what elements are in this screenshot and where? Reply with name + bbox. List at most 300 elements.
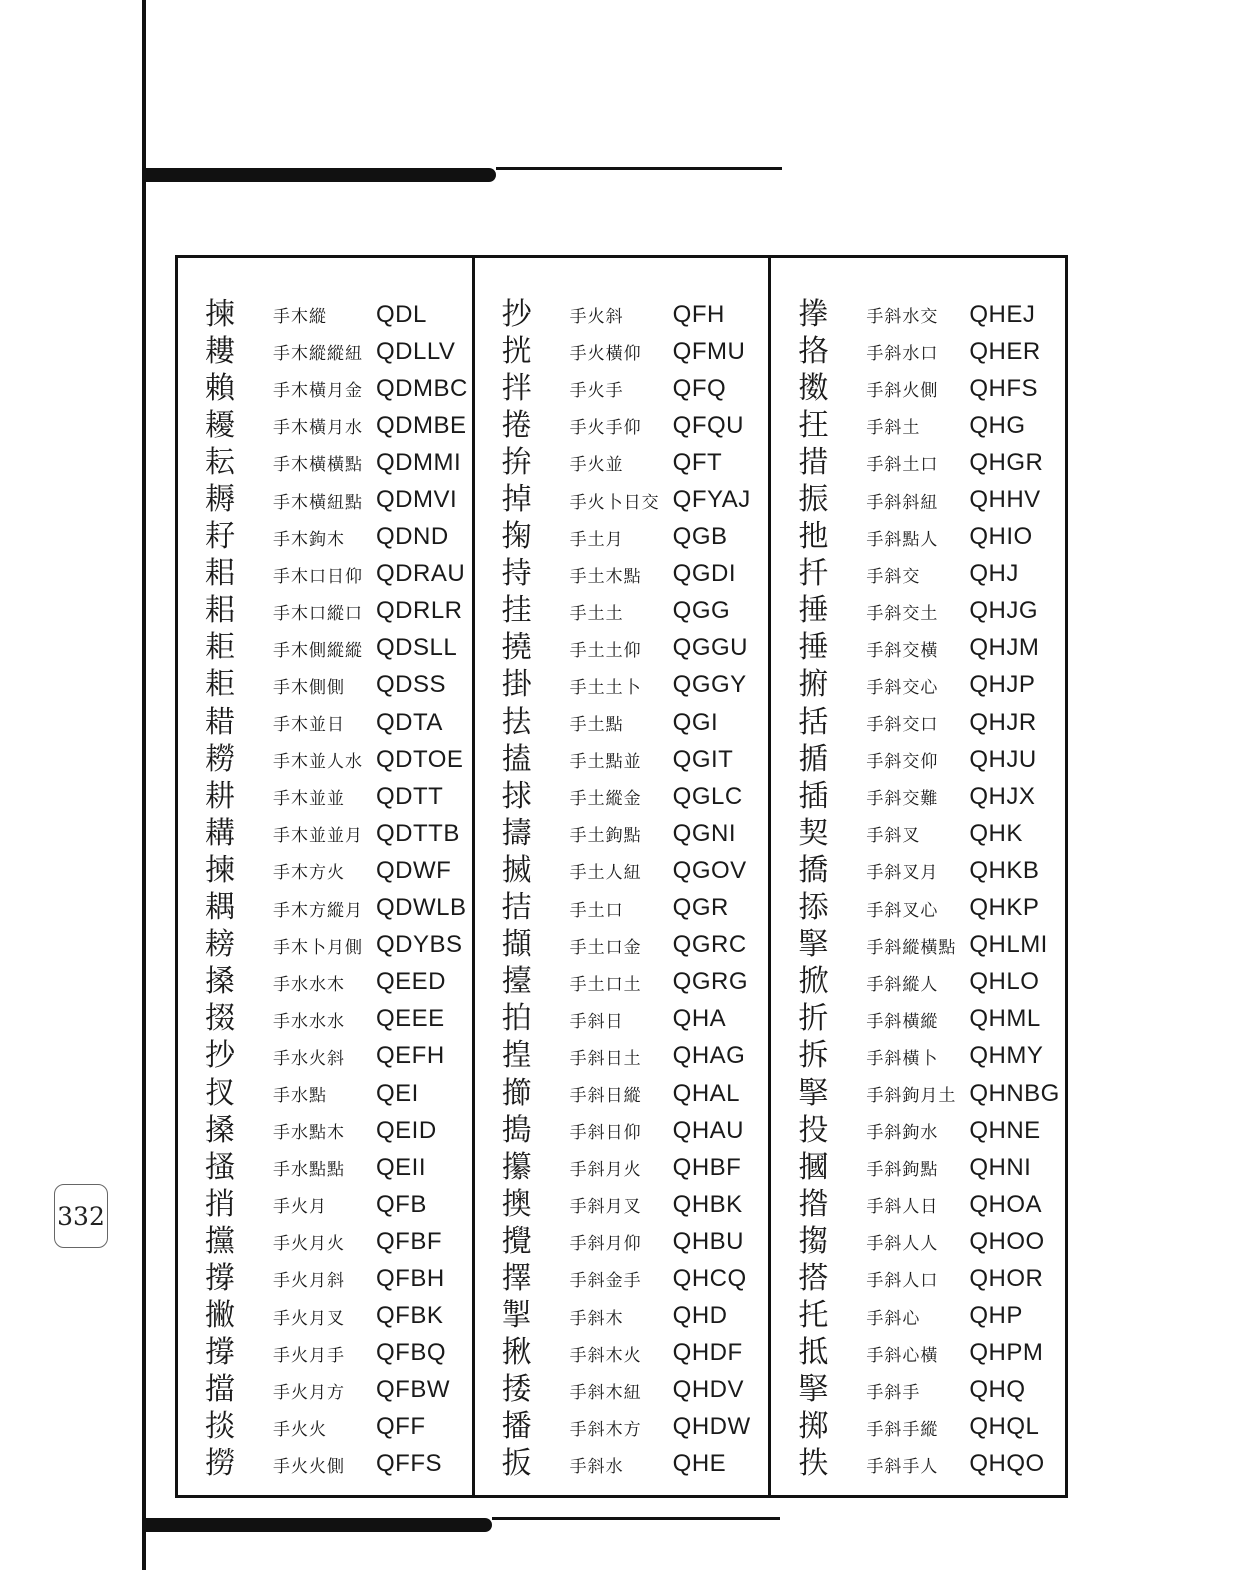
input-code: QHBK	[672, 1190, 743, 1218]
character-glyph: 揗	[798, 741, 829, 777]
table-row	[475, 852, 769, 889]
input-code: QHQO	[969, 1450, 1045, 1478]
table-row	[178, 1335, 472, 1372]
character-glyph: 搊	[798, 1223, 829, 1259]
input-code: QGR	[672, 894, 729, 922]
character-glyph: 攩	[205, 1223, 235, 1259]
character-glyph: 扡	[798, 519, 829, 555]
input-code: QHK	[969, 819, 1023, 847]
component-sequence: 手斜交	[866, 566, 921, 587]
table-row	[475, 778, 769, 815]
character-glyph: 投	[798, 1112, 829, 1148]
component-sequence: 手水水木	[273, 974, 345, 995]
character-glyph: 耬	[205, 333, 235, 369]
table-row	[178, 1260, 472, 1297]
input-code: QHOA	[969, 1190, 1043, 1218]
input-code: QEII	[376, 1153, 427, 1181]
character-glyph: 擙	[501, 1186, 532, 1222]
character-glyph: 掔	[798, 927, 829, 963]
input-code: QFQU	[672, 411, 744, 439]
input-code: QHDW	[672, 1413, 751, 1441]
character-glyph: 耦	[205, 890, 235, 926]
input-code: QDMBE	[376, 411, 467, 439]
input-code: QGRC	[672, 931, 747, 959]
table-row	[178, 1186, 472, 1223]
table-row	[475, 481, 769, 518]
component-sequence: 手火月方	[273, 1382, 345, 1403]
input-code: QHJP	[969, 671, 1036, 699]
page-number: 332	[54, 1184, 108, 1248]
character-glyph: 耜	[205, 556, 235, 592]
character-glyph: 耟	[205, 667, 235, 703]
component-sequence: 手斜木火	[569, 1345, 642, 1366]
component-sequence: 手木並並月	[273, 826, 363, 847]
table-column-1	[178, 258, 472, 1495]
table-row	[771, 1409, 1065, 1446]
component-sequence: 手水點點	[273, 1160, 345, 1181]
input-code: QEEE	[376, 1005, 445, 1033]
input-code: QDMMI	[376, 448, 462, 476]
component-sequence: 手木橫紐點	[273, 492, 363, 513]
component-sequence: 手斜點人	[866, 529, 939, 550]
component-sequence: 手土鉤點	[569, 826, 642, 847]
input-code: QFBH	[376, 1264, 445, 1292]
input-code: QHDF	[672, 1339, 743, 1367]
table-row	[771, 444, 1065, 481]
table-row	[475, 890, 769, 927]
character-glyph: 掀	[798, 964, 829, 1000]
character-glyph: 捼	[501, 1372, 532, 1408]
character-glyph: 搼	[798, 296, 829, 332]
component-sequence: 手斜縱人	[866, 974, 939, 995]
component-sequence: 手木側側	[273, 677, 345, 698]
character-glyph: 拍	[501, 1001, 532, 1037]
character-glyph: 挄	[501, 333, 532, 369]
component-sequence: 手木橫橫點	[273, 455, 363, 476]
input-code: QHIO	[969, 523, 1033, 551]
component-sequence: 手斜心	[866, 1308, 921, 1329]
table-row	[771, 1038, 1065, 1075]
character-glyph: 攥	[501, 1149, 532, 1185]
character-glyph: 拚	[501, 444, 532, 480]
input-code: QHKP	[969, 894, 1040, 922]
component-sequence: 手木縱縱紐	[273, 344, 363, 365]
input-code: QHNI	[969, 1153, 1032, 1181]
table-row	[475, 333, 769, 370]
table-row	[771, 481, 1065, 518]
input-code: QHQ	[969, 1376, 1026, 1404]
table-row	[475, 704, 769, 741]
component-sequence: 手斜手人	[866, 1456, 939, 1477]
input-code: QDWF	[376, 856, 452, 884]
table-row	[475, 1001, 769, 1038]
input-code: QHMY	[969, 1042, 1044, 1070]
component-sequence: 手斜土	[866, 418, 921, 439]
input-code: QFFS	[376, 1450, 442, 1478]
component-sequence: 手斜交心	[866, 677, 939, 698]
character-glyph: 擇	[501, 1260, 532, 1296]
component-sequence: 手土點並	[569, 752, 642, 773]
input-code: QFT	[672, 448, 723, 476]
component-sequence: 手斜木紐	[569, 1382, 642, 1403]
character-glyph: 賴	[205, 370, 235, 406]
input-code: QHA	[672, 1005, 727, 1033]
table-row	[475, 1446, 769, 1483]
component-sequence: 手斜日土	[569, 1048, 642, 1069]
character-glyph: 撓	[501, 630, 532, 666]
component-sequence: 手斜月火	[569, 1160, 642, 1181]
input-code: QHBF	[672, 1153, 742, 1181]
input-code: QGNI	[672, 819, 737, 847]
component-sequence: 手木橫月水	[273, 418, 363, 439]
character-glyph: 耩	[205, 815, 235, 851]
character-glyph: 耔	[205, 519, 235, 555]
component-sequence: 手斜叉月	[866, 863, 939, 884]
table-row	[771, 778, 1065, 815]
table-row	[178, 630, 472, 667]
character-glyph: 掛	[501, 667, 532, 703]
input-code: QFMU	[672, 337, 746, 365]
component-sequence: 手木口縱口	[273, 603, 363, 624]
component-sequence: 手斜橫卜	[866, 1048, 939, 1069]
component-sequence: 手斜手縱	[866, 1419, 939, 1440]
table-row	[475, 1186, 769, 1223]
table-row	[475, 444, 769, 481]
character-glyph: 抂	[798, 407, 829, 443]
character-glyph: 抵	[798, 1335, 829, 1371]
component-sequence: 手火橫仰	[569, 344, 642, 365]
character-glyph: 扠	[205, 1075, 235, 1111]
component-sequence: 手斜鉤水	[866, 1123, 939, 1144]
character-glyph: 拆	[798, 1038, 829, 1074]
character-glyph: 撈	[205, 1446, 235, 1482]
table-row	[475, 1149, 769, 1186]
component-sequence: 手斜橫縱	[866, 1011, 939, 1032]
character-glyph: 耮	[205, 741, 235, 777]
input-code: QGIT	[672, 745, 734, 773]
table-row	[475, 1335, 769, 1372]
character-glyph: 撐	[205, 1260, 235, 1296]
character-glyph: 擳	[501, 1075, 532, 1111]
input-code: QDMBC	[376, 374, 468, 402]
table-row	[178, 778, 472, 815]
component-sequence: 手火卜日交	[569, 492, 660, 513]
table-row	[771, 890, 1065, 927]
character-glyph: 掬	[501, 519, 532, 555]
character-glyph: 契	[798, 815, 829, 851]
character-glyph: 扳	[501, 1446, 532, 1482]
component-sequence: 手土口	[569, 900, 624, 921]
input-code: QFBQ	[376, 1339, 447, 1367]
input-code: QGB	[672, 523, 728, 551]
component-sequence: 手斜水口	[866, 344, 939, 365]
input-code: QDRLR	[376, 597, 463, 625]
input-code: QHJ	[969, 560, 1019, 588]
component-sequence: 手斜火側	[866, 381, 939, 402]
character-glyph: 挌	[798, 333, 829, 369]
input-code: QHML	[969, 1005, 1041, 1033]
component-sequence: 手水點木	[273, 1123, 345, 1144]
input-code: QHE	[672, 1450, 727, 1478]
input-code: QHJU	[969, 745, 1037, 773]
table-row	[771, 1335, 1065, 1372]
character-glyph: 捄	[501, 778, 532, 814]
table-row	[475, 1298, 769, 1335]
table-row	[475, 667, 769, 704]
input-code: QHPM	[969, 1339, 1044, 1367]
component-sequence: 手火火	[273, 1419, 327, 1440]
component-sequence: 手火手	[569, 381, 624, 402]
table-row	[771, 1149, 1065, 1186]
table-row	[475, 1409, 769, 1446]
table-row	[178, 296, 472, 333]
input-code: QHLMI	[969, 931, 1048, 959]
character-glyph: 捲	[501, 407, 532, 443]
table-row	[771, 630, 1065, 667]
input-code: QHOO	[969, 1227, 1045, 1255]
table-row	[178, 964, 472, 1001]
input-code: QGOV	[672, 856, 747, 884]
input-code: QDTA	[376, 708, 443, 736]
input-code: QHJR	[969, 708, 1037, 736]
table-row	[178, 1112, 472, 1149]
input-code: QDND	[376, 523, 449, 551]
character-glyph: 抶	[798, 1446, 829, 1482]
table-row	[178, 1446, 472, 1483]
component-sequence: 手土人紐	[569, 863, 642, 884]
character-glyph: 抄	[205, 1038, 235, 1074]
table-row	[475, 1372, 769, 1409]
component-sequence: 手斜日縱	[569, 1086, 642, 1107]
character-glyph: 掉	[501, 482, 532, 518]
input-code: QDTTB	[376, 819, 460, 847]
component-sequence: 手木並並	[273, 789, 345, 810]
character-glyph: 搔	[205, 1149, 235, 1185]
character-glyph: 擞	[798, 370, 829, 406]
input-code: QHDV	[672, 1376, 745, 1404]
table-row	[771, 296, 1065, 333]
input-code: QGRG	[672, 968, 749, 996]
character-glyph: 掔	[798, 1372, 829, 1408]
character-glyph: 耘	[205, 444, 235, 480]
component-sequence: 手水火斜	[273, 1048, 345, 1069]
input-code: QDTT	[376, 782, 444, 810]
input-code: QHGR	[969, 448, 1044, 476]
header-rule-thin	[496, 167, 782, 170]
component-sequence: 手木橫月金	[273, 381, 363, 402]
character-glyph: 搕	[501, 741, 532, 777]
character-glyph: 搡	[205, 1112, 235, 1148]
input-code: QHP	[969, 1302, 1023, 1330]
input-code: QHOR	[969, 1264, 1044, 1292]
component-sequence: 手斜木方	[569, 1419, 642, 1440]
table-row	[771, 741, 1065, 778]
input-code: QHAG	[672, 1042, 746, 1070]
table-row	[475, 407, 769, 444]
character-glyph: 括	[798, 704, 829, 740]
table-row	[475, 593, 769, 630]
component-sequence: 手斜人人	[866, 1234, 939, 1255]
character-glyph: 措	[798, 444, 829, 480]
table-row	[178, 1298, 472, 1335]
input-code: QHNBG	[969, 1079, 1060, 1107]
input-code: QHD	[672, 1302, 728, 1330]
character-glyph: 擷	[501, 927, 532, 963]
component-sequence: 手火斜	[569, 307, 624, 328]
character-glyph: 揀	[205, 852, 235, 888]
input-code: QHAU	[672, 1116, 745, 1144]
table-row	[178, 1001, 472, 1038]
input-code: QEFH	[376, 1042, 445, 1070]
component-sequence: 手斜縱橫點	[866, 937, 957, 958]
character-glyph: 拌	[501, 370, 532, 406]
component-sequence: 手木縱	[273, 307, 327, 328]
table-row	[178, 890, 472, 927]
input-code: QDMVI	[376, 486, 458, 514]
component-sequence: 手斜叉	[866, 826, 921, 847]
component-sequence: 手斜水	[569, 1456, 624, 1477]
table-row	[178, 593, 472, 630]
input-code: QHAL	[672, 1079, 741, 1107]
table-row	[178, 333, 472, 370]
table-row	[771, 1260, 1065, 1297]
input-code: QEED	[376, 968, 447, 996]
header-rule-thick	[146, 168, 496, 182]
component-sequence: 手火月叉	[273, 1308, 345, 1329]
input-code: QDTOE	[376, 745, 464, 773]
character-glyph: 抾	[501, 704, 532, 740]
character-glyph: 耕	[205, 778, 235, 814]
table-row	[178, 1038, 472, 1075]
table-row	[475, 370, 769, 407]
component-sequence: 手水點	[273, 1086, 327, 1107]
component-sequence: 手木並人水	[273, 752, 363, 773]
character-glyph: 搗	[501, 1112, 532, 1148]
character-glyph: 掣	[501, 1298, 532, 1334]
footer-rule-thin	[492, 1517, 780, 1520]
table-row	[178, 1372, 472, 1409]
component-sequence: 手斜日仰	[569, 1123, 642, 1144]
character-glyph: 插	[798, 778, 829, 814]
input-code: QHKB	[969, 856, 1040, 884]
table-row	[771, 593, 1065, 630]
character-glyph: 掔	[798, 1075, 829, 1111]
table-column-3	[768, 258, 1065, 1495]
component-sequence: 手斜土口	[866, 455, 939, 476]
table-row	[475, 556, 769, 593]
component-sequence: 手斜交難	[866, 789, 939, 810]
input-code: QFYAJ	[672, 486, 751, 514]
input-code: QFBW	[376, 1376, 450, 1404]
input-code: QFQ	[672, 374, 727, 402]
character-glyph: 摑	[798, 1149, 829, 1185]
component-sequence: 手斜月仰	[569, 1234, 642, 1255]
character-glyph: 揀	[205, 296, 235, 332]
code-table	[175, 255, 1068, 1498]
table-row	[475, 1112, 769, 1149]
table-row	[475, 1038, 769, 1075]
table-row	[475, 519, 769, 556]
character-glyph: 撇	[205, 1298, 235, 1334]
table-row	[178, 1409, 472, 1446]
component-sequence: 手木鉤木	[273, 529, 345, 550]
table-row	[475, 1260, 769, 1297]
character-glyph: 揪	[501, 1335, 532, 1371]
component-sequence: 手斜交土	[866, 603, 939, 624]
character-glyph: 擡	[501, 964, 532, 1000]
input-code: QGGU	[672, 634, 749, 662]
character-glyph: 耰	[205, 407, 235, 443]
component-sequence: 手斜斜紐	[866, 492, 939, 513]
character-glyph: 搡	[205, 964, 235, 1000]
input-code: QHER	[969, 337, 1041, 365]
input-code: QDSS	[376, 671, 447, 699]
left-margin-rule	[142, 0, 146, 1570]
component-sequence: 手斜水交	[866, 307, 939, 328]
table-row	[771, 1112, 1065, 1149]
input-code: QFB	[376, 1190, 427, 1218]
component-sequence: 手木側縱縱	[273, 640, 363, 661]
table-row	[771, 1186, 1065, 1223]
table-row	[771, 519, 1065, 556]
component-sequence: 手斜人口	[866, 1271, 939, 1292]
component-sequence: 手斜木	[569, 1308, 624, 1329]
character-glyph: 撟	[798, 852, 829, 888]
component-sequence: 手土木點	[569, 566, 642, 587]
table-row	[178, 1149, 472, 1186]
character-glyph: 捶	[798, 630, 829, 666]
table-row	[475, 1223, 769, 1260]
table-row	[771, 407, 1065, 444]
character-glyph: 耤	[205, 704, 235, 740]
character-glyph: 捬	[798, 667, 829, 703]
character-glyph: 擋	[205, 1372, 235, 1408]
table-row	[178, 704, 472, 741]
table-row	[771, 667, 1065, 704]
component-sequence: 手土土	[569, 603, 624, 624]
component-sequence: 手木方縱月	[273, 900, 363, 921]
character-glyph: 抄	[501, 296, 532, 332]
table-row	[771, 852, 1065, 889]
table-row	[771, 556, 1065, 593]
table-row	[475, 815, 769, 852]
table-row	[178, 370, 472, 407]
component-sequence: 手斜鉤點	[866, 1160, 939, 1181]
input-code: QFBF	[376, 1227, 442, 1255]
character-glyph: 耜	[205, 593, 235, 629]
input-code: QHQL	[969, 1413, 1040, 1441]
component-sequence: 手火月斜	[273, 1271, 345, 1292]
input-code: QDRAU	[376, 560, 466, 588]
table-row	[475, 630, 769, 667]
input-code: QDL	[376, 300, 427, 328]
component-sequence: 手火火側	[273, 1456, 345, 1477]
character-glyph: 攪	[501, 1223, 532, 1259]
input-code: QFF	[376, 1413, 426, 1441]
table-row	[178, 667, 472, 704]
component-sequence: 手斜月叉	[569, 1197, 642, 1218]
input-code: QHFS	[969, 374, 1039, 402]
component-sequence: 手水水水	[273, 1011, 345, 1032]
table-row	[771, 964, 1065, 1001]
character-glyph: 耟	[205, 630, 235, 666]
character-glyph: 揘	[501, 1038, 532, 1074]
input-code: QDWLB	[376, 894, 467, 922]
character-glyph: 擣	[501, 815, 532, 851]
table-row	[475, 927, 769, 964]
character-glyph: 耨	[205, 482, 235, 518]
component-sequence: 手木方火	[273, 863, 345, 884]
